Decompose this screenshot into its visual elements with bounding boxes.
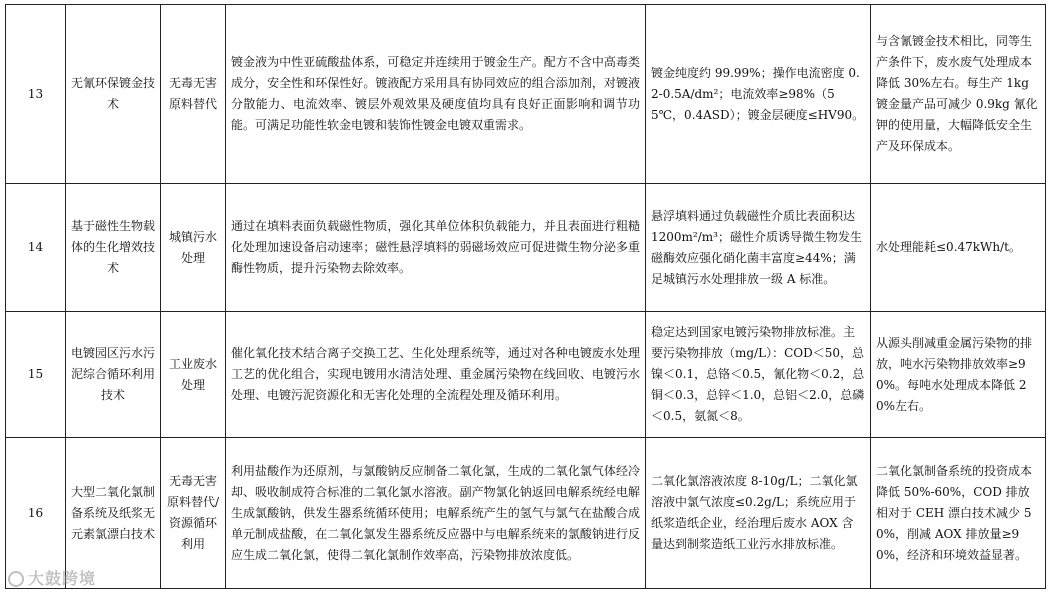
- row-number: 16: [6, 438, 66, 589]
- table-row: [6, 184, 1046, 312]
- brand-logo-icon: [8, 571, 24, 587]
- technical-indicators: 镀金纯度约 99.99%；操作电流密度 0.2-0.5A/dm²；电流效率≥98%（55℃，0.4ASD）；镀金层硬度≤HV90。: [646, 5, 871, 184]
- technology-name: 无氰环保镀金技术: [66, 5, 161, 184]
- technical-indicators: 二氧化氯溶液浓度 8-10g/L；二氧化氯溶液中氯气浓度≤0.2g/L；系统应用于纸浆造纸企业，经治理后废水 AOX 含量达到制浆造纸工业污水排放标准。: [646, 438, 871, 589]
- technology-description: 利用盐酸作为还原剂，与氯酸钠反应制备二氧化氯，生成的二氧化氯气体经冷却、吸收制成符合标准的二氧化氯水溶液。副产物氯化钠返回电解系统经电解生成氯酸钠，供发生器系统循环使用；电解系统产生的氢气与氯气在盐酸合成单元制成盐酸，在二氧化氯发生器系统反应器中与电解系统来的氯酸钠进行反应生成二氧化氯，使得二氧化氯制作效率高，污染物排放浓度低。: [226, 438, 646, 589]
- application-category: 城镇污水处理: [161, 184, 226, 312]
- table-row: [6, 438, 1046, 589]
- watermark: [8, 566, 96, 589]
- technical-indicators: 稳定达到国家电镀污染物排放标准。主要污染物排放（mg/L）：COD＜50，总镍＜0.1，总铬＜0.5，氰化物＜0.2，总铜＜0.3，总锌＜1.0，总铝＜2.0，总磷＜0.5，氨氮＜8。: [646, 312, 871, 438]
- table-row: [6, 312, 1046, 438]
- technology-name: 基于磁性生物载体的生化增效技术: [66, 184, 161, 312]
- application-category: 工业废水处理: [161, 312, 226, 438]
- benefit-description: 从源头削减重金属污染物的排放，吨水污染物排放效率≥90%。每吨水处理成本降低 20%左右。: [871, 312, 1046, 438]
- technology-name: 大型二氧化氯制备系统及纸浆无元素氯漂白技术: [66, 438, 161, 589]
- application-category: 无毒无害原料替代: [161, 5, 226, 184]
- technology-description: 催化氧化技术结合离子交换工艺、生化处理系统等，通过对各种电镀废水处理工艺的优化组合，实现电镀用水清洁处理、重金属污染物在线回收、电镀污水处理、电镀污泥资源化和无害化处理的全流程处理及循环利用。: [226, 312, 646, 438]
- technical-indicators: 悬浮填料通过负载磁性介质比表面积达 1200m²/m³；磁性介质诱导微生物发生磁酶效应强化硝化菌丰富度≥44%；满足城镇污水处理排放一级 A 标准。: [646, 184, 871, 312]
- benefit-description: 水处理能耗≤0.47kWh/t。: [871, 184, 1046, 312]
- benefit-description: 二氧化氯制备系统的投资成本降低 50%-60%，COD 排放相对于 CEH 漂白技术减少 50%，削减 AOX 排放量≥90%，经济和环境效益显著。: [871, 438, 1046, 589]
- application-category: 无毒无害原料替代/资源循环利用: [161, 438, 226, 589]
- row-number: 15: [6, 312, 66, 438]
- technology-catalog-table: [5, 4, 1046, 589]
- table-row: [6, 5, 1046, 184]
- technology-description: 镀金液为中性亚硫酸盐体系，可稳定并连续用于镀金生产。配方不含中高毒类成分，安全性和环保性好。镀液配方采用具有协同效应的组合添加剂，对镀液分散能力、电流效率、镀层外观效果及硬度值均具有良好正面影响和调节功能。可满足功能性软金电镀和装饰性镀金电镀双重需求。: [226, 5, 646, 184]
- technology-name: 电镀园区污水污泥综合循环利用技术: [66, 312, 161, 438]
- row-number: 13: [6, 5, 66, 184]
- technology-description: 通过在填料表面负载磁性物质，强化其单位体积负载能力，并且表面进行粗糙化处理加速设备启动速率；磁性悬浮填料的弱磁场效应可促进微生物分泌多重酶性物质，提升污染物去除效率。: [226, 184, 646, 312]
- watermark-text: 大鼓跨境: [28, 569, 97, 588]
- row-number: 14: [6, 184, 66, 312]
- benefit-description: 与含氰镀金技术相比，同等生产条件下，废水废气处理成本降低 30%左右。每生产 1kg 镀金量产品可减少 0.9kg 氰化钾的使用量，大幅降低安全生产及环保成本。: [871, 5, 1046, 184]
